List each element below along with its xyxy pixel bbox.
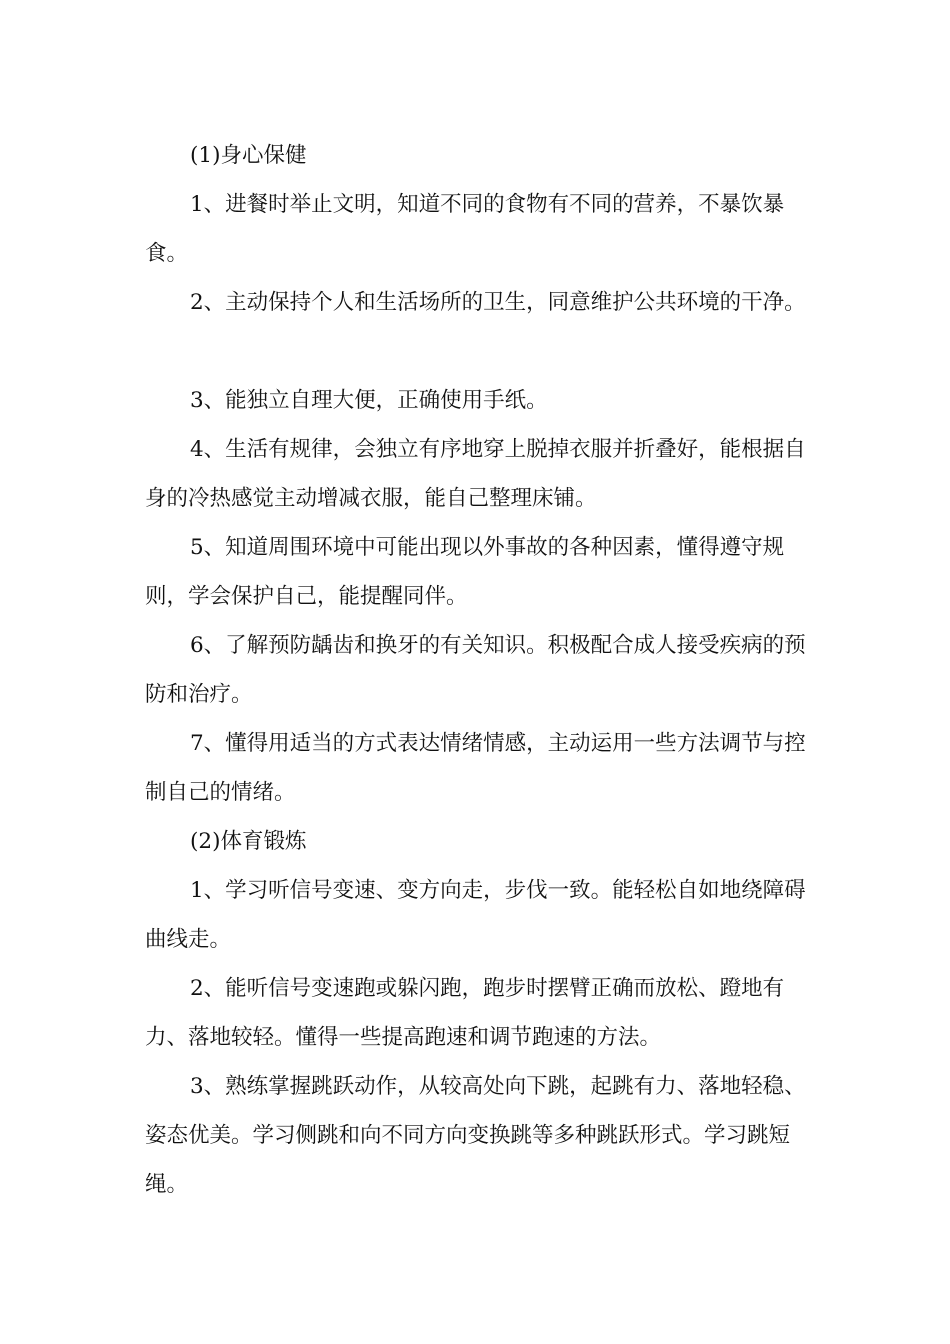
paragraph-item: 3、熟练掌握跳跃动作，从较高处向下跳，起跳有力、落地轻稳、姿态优美。学习侧跳和向不同方向变换跳等多种跳跃形式。学习跳短绳。 xyxy=(145,1074,806,1197)
document-body xyxy=(145,131,815,1209)
paragraph-item: 2、能听信号变速跑或躲闪跑，跑步时摆臂正确而放松、蹬地有力、落地较轻。懂得一些提高跑速和调节跑速的方法。 xyxy=(145,976,785,1050)
paragraph-spacer xyxy=(145,327,815,376)
section-heading-health: (1)身心保健 xyxy=(190,143,307,168)
paragraph-item: 5、知道周围环境中可能出现以外事故的各种因素，懂得遵守规则，学会保护自己，能提醒同伴。 xyxy=(145,535,785,609)
section-heading-exercise: (2)体育锻炼 xyxy=(190,829,307,854)
paragraph-item: 4、生活有规律，会独立有序地穿上脱掉衣服并折叠好，能根据自身的冷热感觉主动增减衣服，能自己整理床铺。 xyxy=(145,437,806,511)
paragraph-item: 2、主动保持个人和生活场所的卫生，同意维护公共环境的干净。 xyxy=(190,290,806,315)
paragraph-item: 7、懂得用适当的方式表达情绪情感，主动运用一些方法调节与控制自己的情绪。 xyxy=(145,731,806,805)
paragraph-item: 3、能独立自理大便，正确使用手纸。 xyxy=(190,388,548,413)
paragraph-item: 1、学习听信号变速、变方向走，步伐一致。能轻松自如地绕障碍曲线走。 xyxy=(145,878,806,952)
paragraph-item: 1、进餐时举止文明，知道不同的食物有不同的营养，不暴饮暴食。 xyxy=(145,192,785,266)
paragraph-item: 6、了解预防龋齿和换牙的有关知识。积极配合成人接受疾病的预防和治疗。 xyxy=(145,633,806,707)
